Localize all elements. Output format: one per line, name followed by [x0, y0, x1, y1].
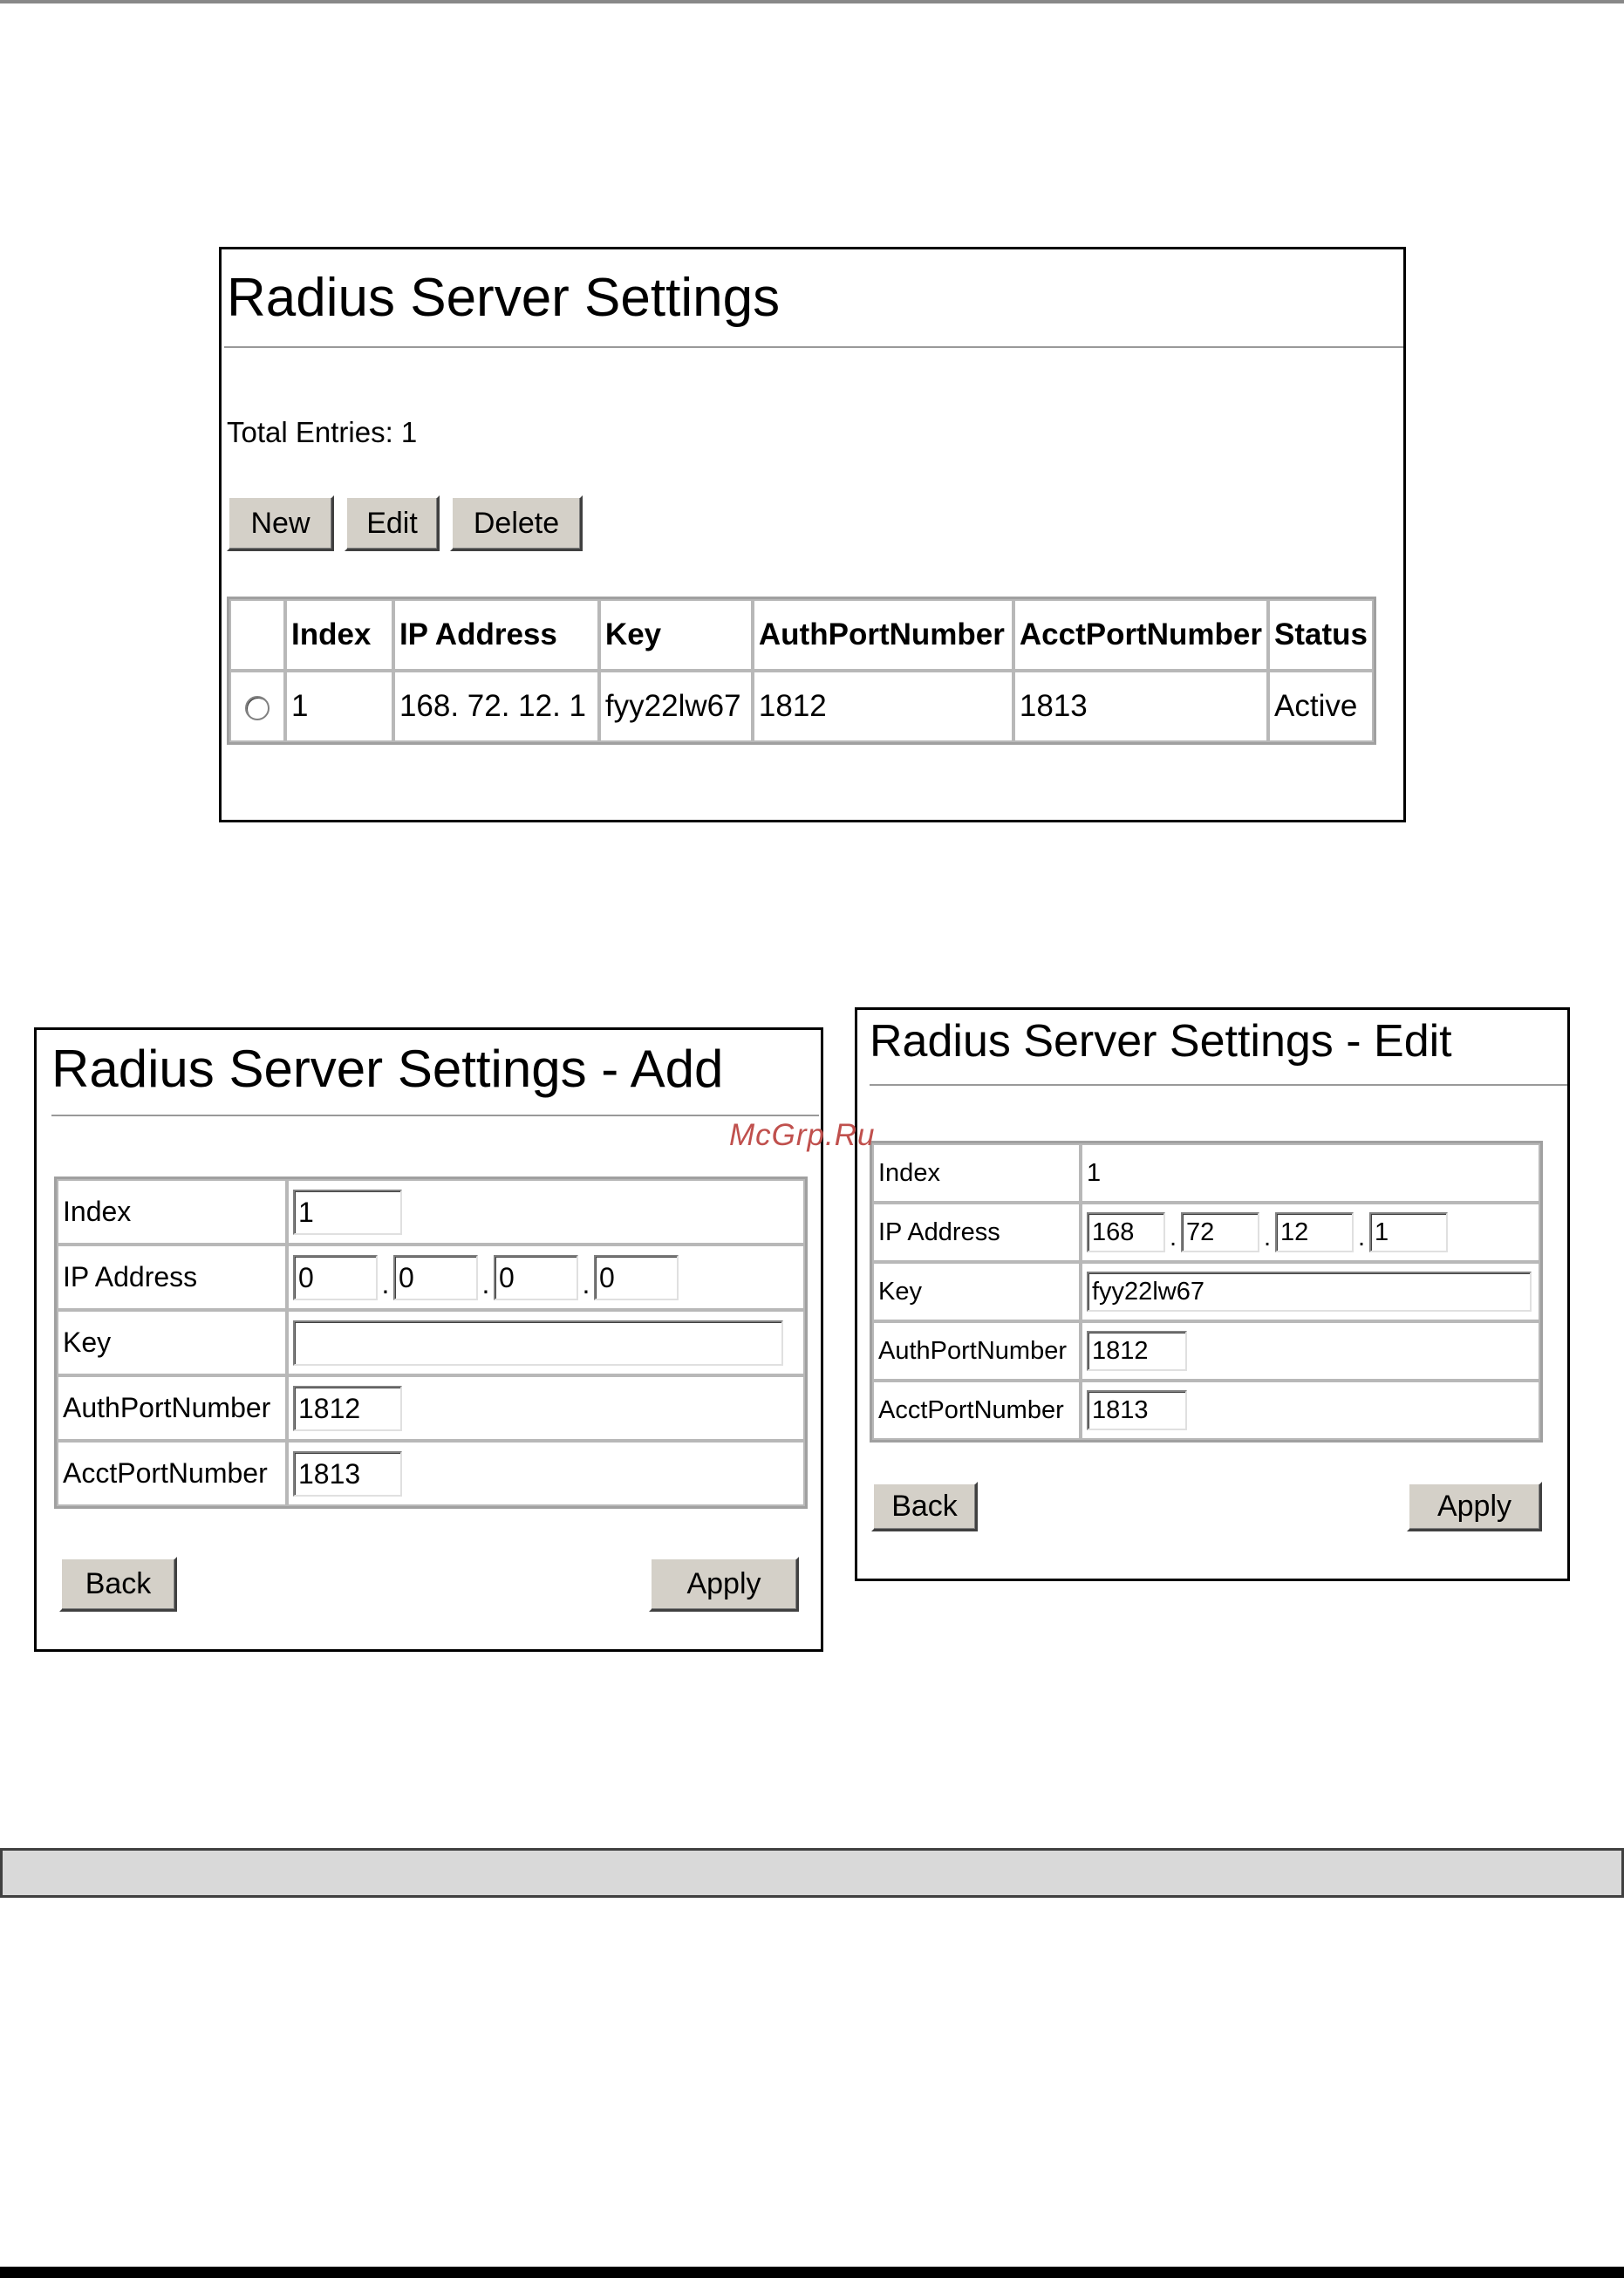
- auth-port-label: AuthPortNumber: [872, 1321, 1081, 1381]
- add-form-table: [54, 1177, 808, 1509]
- cell-index: 1: [285, 671, 393, 742]
- edit-form-table: [870, 1141, 1543, 1443]
- page-title: Radius Server Settings: [227, 268, 781, 328]
- ip-separator: .: [582, 1267, 590, 1299]
- radius-server-table: [227, 597, 1376, 745]
- column-header-acct-port: AcctPortNumber: [1013, 599, 1268, 671]
- auth-port-label: AuthPortNumber: [57, 1375, 287, 1441]
- add-title-divider: [51, 1115, 819, 1116]
- column-header-index: Index: [285, 599, 393, 671]
- cell-key: fyy22lw67: [599, 671, 753, 742]
- key-input[interactable]: fyy22lw67: [1087, 1272, 1532, 1312]
- watermark: McGrp.Ru: [729, 1118, 876, 1152]
- bottom-rule: [0, 2267, 1624, 2278]
- form-row-ip-address: [872, 1203, 1540, 1262]
- acct-port-input[interactable]: 1813: [293, 1451, 402, 1497]
- back-button[interactable]: Back: [59, 1557, 177, 1612]
- ip-separator: .: [1263, 1224, 1272, 1252]
- form-row-acct-port: [872, 1381, 1540, 1440]
- radius-server-add-panel: [34, 1027, 823, 1652]
- acct-port-input[interactable]: 1813: [1087, 1390, 1187, 1430]
- apply-button[interactable]: Apply: [1407, 1482, 1542, 1531]
- acct-port-label: AcctPortNumber: [57, 1441, 287, 1506]
- column-header-auth-port: AuthPortNumber: [753, 599, 1013, 671]
- form-row-auth-port: [57, 1375, 805, 1441]
- gray-bar: [0, 1848, 1624, 1898]
- form-row-key: [872, 1262, 1540, 1321]
- ip-octet-3-input[interactable]: 12: [1275, 1212, 1354, 1252]
- ip-separator: .: [1169, 1224, 1177, 1252]
- ip-octet-2-input[interactable]: 0: [393, 1255, 478, 1300]
- ip-separator: .: [481, 1267, 490, 1299]
- index-label: Index: [872, 1143, 1081, 1203]
- ip-octet-1-input[interactable]: 168: [1087, 1212, 1165, 1252]
- form-row-index: [57, 1179, 805, 1245]
- back-button[interactable]: Back: [871, 1482, 978, 1531]
- table-header-row: [229, 599, 1374, 671]
- cell-auth-port: 1812: [753, 671, 1013, 742]
- acct-port-label: AcctPortNumber: [872, 1381, 1081, 1440]
- form-row-key: [57, 1310, 805, 1375]
- add-panel-title: Radius Server Settings - Add: [51, 1040, 724, 1098]
- cell-ip-address: 168. 72. 12. 1: [393, 671, 599, 742]
- apply-button[interactable]: Apply: [649, 1557, 799, 1612]
- key-label: Key: [57, 1310, 287, 1375]
- new-button[interactable]: New: [227, 495, 334, 551]
- edit-button[interactable]: Edit: [345, 495, 440, 551]
- top-rule: [0, 0, 1624, 3]
- ip-address-label: IP Address: [57, 1245, 287, 1310]
- delete-button[interactable]: Delete: [450, 495, 583, 551]
- radius-server-settings-panel: [219, 247, 1406, 822]
- ip-separator: .: [1357, 1224, 1366, 1252]
- title-divider: [224, 346, 1403, 348]
- row-select-radio[interactable]: [245, 696, 270, 720]
- ip-separator: .: [381, 1267, 390, 1299]
- column-header-status: Status: [1268, 599, 1374, 671]
- ip-address-label: IP Address: [872, 1203, 1081, 1262]
- ip-octet-4-input[interactable]: 0: [594, 1255, 679, 1300]
- ip-octet-3-input[interactable]: 0: [494, 1255, 578, 1300]
- ip-octet-1-input[interactable]: 0: [293, 1255, 378, 1300]
- column-header-ip-address: IP Address: [393, 599, 599, 671]
- ip-octet-4-input[interactable]: 1: [1369, 1212, 1448, 1252]
- index-input[interactable]: 1: [293, 1190, 402, 1235]
- index-label: Index: [57, 1179, 287, 1245]
- cell-acct-port: 1813: [1013, 671, 1268, 742]
- form-row-ip-address: [57, 1245, 805, 1310]
- total-entries: Total Entries: 1: [227, 416, 418, 448]
- edit-panel-title: Radius Server Settings - Edit: [870, 1016, 1452, 1067]
- form-row-index: [872, 1143, 1540, 1203]
- key-input[interactable]: [293, 1320, 783, 1366]
- radius-server-edit-panel: [855, 1007, 1570, 1581]
- select-column-header: [229, 599, 285, 671]
- table-row: [229, 671, 1374, 742]
- auth-port-input[interactable]: 1812: [293, 1386, 402, 1431]
- ip-octet-2-input[interactable]: 72: [1181, 1212, 1259, 1252]
- index-value: 1: [1081, 1143, 1540, 1203]
- cell-status: Active: [1268, 671, 1374, 742]
- form-row-acct-port: [57, 1441, 805, 1506]
- key-label: Key: [872, 1262, 1081, 1321]
- form-row-auth-port: [872, 1321, 1540, 1381]
- auth-port-input[interactable]: 1812: [1087, 1331, 1187, 1371]
- row-select-cell: [229, 671, 285, 742]
- edit-title-divider: [870, 1084, 1567, 1086]
- column-header-key: Key: [599, 599, 753, 671]
